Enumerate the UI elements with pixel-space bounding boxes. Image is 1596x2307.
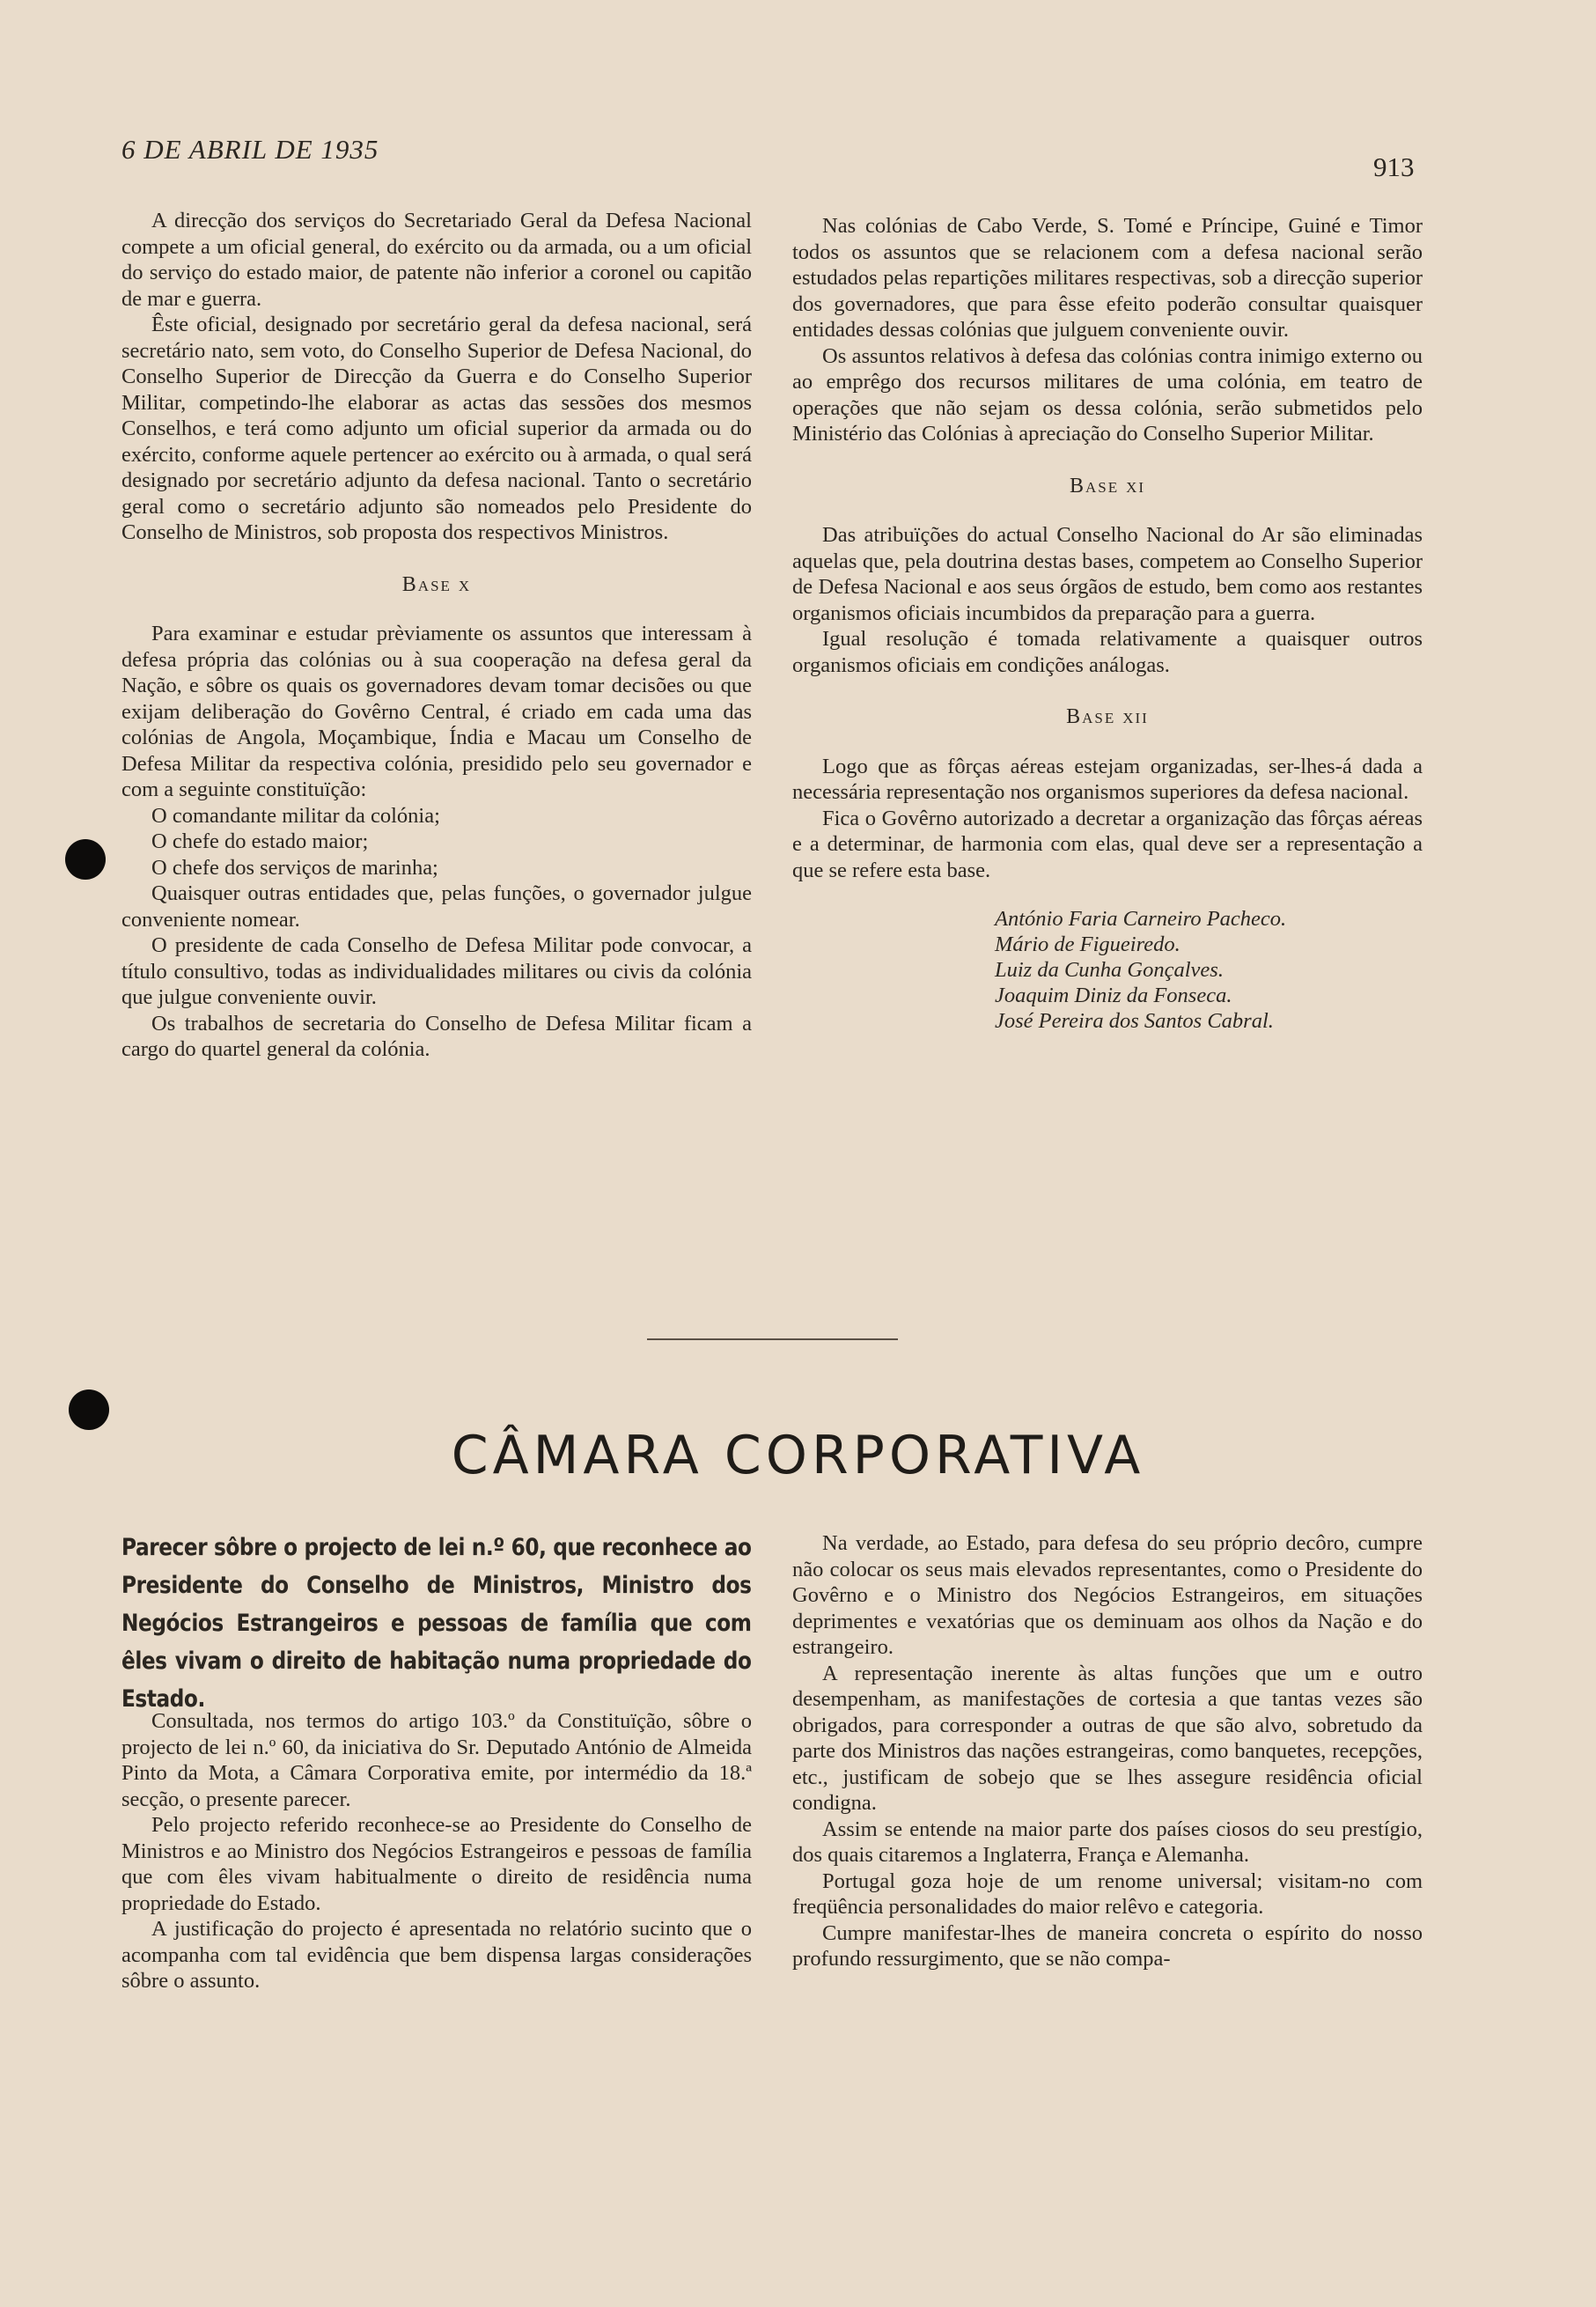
- paragraph: Êste oficial, designado por secretário geral da defesa nacional, será secretário nato, sem voto, do Conselho Superior de Defesa Nacional, do Conselho Superior de Direcção da Guerra e do Conselho Superior Militar, competindo-lhe elaborar as actas das sessões dos mesmos Conselhos, e terá como adjunto um oficial superior da armada ou do exército, conforme aquele pertencer ao exército ou à armada, o qual será designado por secretário adjunto da defesa nacional. Tanto o secretário geral como o secretário adjunto são nomeados pelo Presidente do Conselho de Ministros, sob proposta dos respectivos Ministros.: [121, 313, 752, 544]
- punch-hole: [65, 839, 106, 880]
- paragraph: Os assuntos relativos à defesa das colónias contra inimigo externo ou ao emprêgo dos recursos militares de uma colónia, em teatro de operações que não sejam os dessa colónia, serão submetidos pelo Ministério das Colónias à apreciação do Conselho Superior Militar.: [792, 343, 1423, 446]
- signature: António Faria Carneiro Pacheco.: [995, 907, 1287, 931]
- list-item: O chefe dos serviços de marinha;: [151, 855, 438, 880]
- signatures: [792, 906, 1423, 1034]
- paragraph: Igual resolução é tomada relativamente a quaisquer outros organismos oficiais em condições análogas.: [792, 627, 1423, 677]
- paragraph: Para examinar e estudar prèviamente os assuntos que interessam à defesa própria das colónias ou à sua cooperação na defesa geral da Nação, e sôbre os quais os governadores devam tomar decisões ou que exijam deliberação do Govêrno Central, é criado em cada uma das colónias de Angola, Moçambique, Índia e Macau um Conselho de Defesa Militar da respectiva colónia, presidido pelo seu governador e com a seguinte constituïção:: [121, 622, 752, 801]
- signature: Joaquim Diniz da Fonseca.: [995, 984, 1232, 1007]
- paragraph: A representação inerente às altas funções que um e outro desempenham, as manifestações de cortesia a que tantas vezes são obrigados, para corresponder a outras de que são alvo, sobretudo da parte dos Ministros das nações estrangeiras, como banquetes, recepções, etc., justificam de sobejo que se lhes assegure residência oficial condigna.: [792, 1661, 1423, 1815]
- header-date: 6 DE ABRIL DE 1935: [121, 134, 379, 165]
- paragraph: Na verdade, ao Estado, para defesa do seu próprio decôro, cumpre não colocar os seus mais elevados representantes, como o Presidente do Govêrno e o Ministro dos Negócios Estrangeiros, em situações deprimentes e vexatórias que os deminuam aos olhos da Nação e do estrangeiro.: [792, 1531, 1423, 1659]
- paragraph: Portugal goza hoje de um renome universal; visitam-no com freqüência personalidades do maior relêvo e categoria.: [792, 1868, 1423, 1919]
- bottom-right-column: [792, 1530, 1423, 1972]
- paragraph: O presidente de cada Conselho de Defesa Militar pode convocar, a título consultivo, todas as individualidades militares ou civis da colónia que julgue conveniente ouvir.: [121, 933, 752, 1009]
- section-heading: Parecer sôbre o projecto de lei n.º 60, que reconhece ao Presidente do Conselho de Ministros, Ministro dos Negócios Estrangeiros e pessoas de família que com êles vivam o direito de habitação numa propriedade do Estado.: [121, 1534, 752, 1713]
- section-title: CÂMARA CORPORATIVA: [451, 1425, 1145, 1486]
- paragraph: Assim se entende na maior parte dos países ciosos do seu prestígio, dos quais citaremos a Inglaterra, França e Alemanha.: [792, 1817, 1423, 1867]
- paragraph: Das atribuïções do actual Conselho Nacional do Ar são eliminadas aquelas que, pela doutrina destas bases, competem ao Conselho Superior de Defesa Nacional e aos seus órgãos de estudo, bem como aos restantes organismos oficiais incumbidos da preparação para a guerra.: [792, 523, 1423, 625]
- paragraph: Logo que as fôrças aéreas estejam organizadas, ser-lhes-á dada a necessária representação nos organismos superiores da defesa nacional.: [792, 754, 1423, 804]
- page-number: 913: [1373, 151, 1415, 182]
- signature: Mário de Figueiredo.: [995, 932, 1180, 956]
- bottom-left-column: [121, 1708, 752, 1994]
- paragraph: A justificação do projecto é apresentada no relatório sucinto que o acompanha com tal evidência que bem dispensa largas considerações sôbre o assunto.: [121, 1917, 752, 1993]
- paragraph: Nas colónias de Cabo Verde, S. Tomé e Príncipe, Guiné e Timor todos os assuntos que se relacionem com a defesa nacional serão estudados pelas repartições militares respectivas, sob a direcção superior dos governadores, que para êsse efeito poderão consultar quaisquer entidades dessas colónias que julguem conveniente ouvir.: [792, 214, 1423, 342]
- list-item: Quaisquer outras entidades que, pelas funções, o governador julgue conveniente nomear.: [121, 881, 752, 932]
- list-item: O chefe do estado maior;: [151, 829, 369, 853]
- top-right-column: [792, 213, 1423, 1034]
- signature: José Pereira dos Santos Cabral.: [995, 1009, 1274, 1033]
- paragraph: A direcção dos serviços do Secretariado Geral da Defesa Nacional compete a um oficial general, do exército ou da armada, ou a um oficial do serviço do estado maior, de patente não inferior a coronel ou capitão de mar e guerra.: [121, 209, 752, 311]
- base-xii-title: Base xii: [1066, 705, 1149, 728]
- paragraph: Consultada, nos termos do artigo 103.º da Constituïção, sôbre o projecto de lei n.º 60, da iniciativa do Sr. Deputado António de Almeida Pinto da Mota, a Câmara Corporativa emite, por intermédio da 18.ª secção, o presente parecer.: [121, 1709, 752, 1811]
- top-left-column: [121, 208, 752, 1063]
- paragraph: Cumpre manifestar-lhes de maneira concreta o espírito do nosso profundo ressurgimento, que se não compa-: [792, 1920, 1423, 1971]
- paragraph: Fica o Govêrno autorizado a decretar a organização das fôrças aéreas e a determinar, de harmonia com elas, qual deve ser a representação a que se refere esta base.: [792, 806, 1423, 882]
- section-divider: [647, 1338, 898, 1340]
- signature: Luiz da Cunha Gonçalves.: [995, 958, 1224, 982]
- paragraph: Os trabalhos de secretaria do Conselho de Defesa Militar ficam a cargo do quartel general da colónia.: [121, 1011, 752, 1061]
- base-x-title: Base x: [401, 572, 472, 596]
- base-xi-title: Base xi: [1069, 474, 1146, 498]
- paragraph: Pelo projecto referido reconhece-se ao Presidente do Conselho de Ministros e ao Ministro dos Negócios Estrangeiros e pessoas de família que com êles vivam habitualmente o direito de residência numa propriedade do Estado.: [121, 1813, 752, 1915]
- list-item: O comandante militar da colónia;: [151, 803, 440, 828]
